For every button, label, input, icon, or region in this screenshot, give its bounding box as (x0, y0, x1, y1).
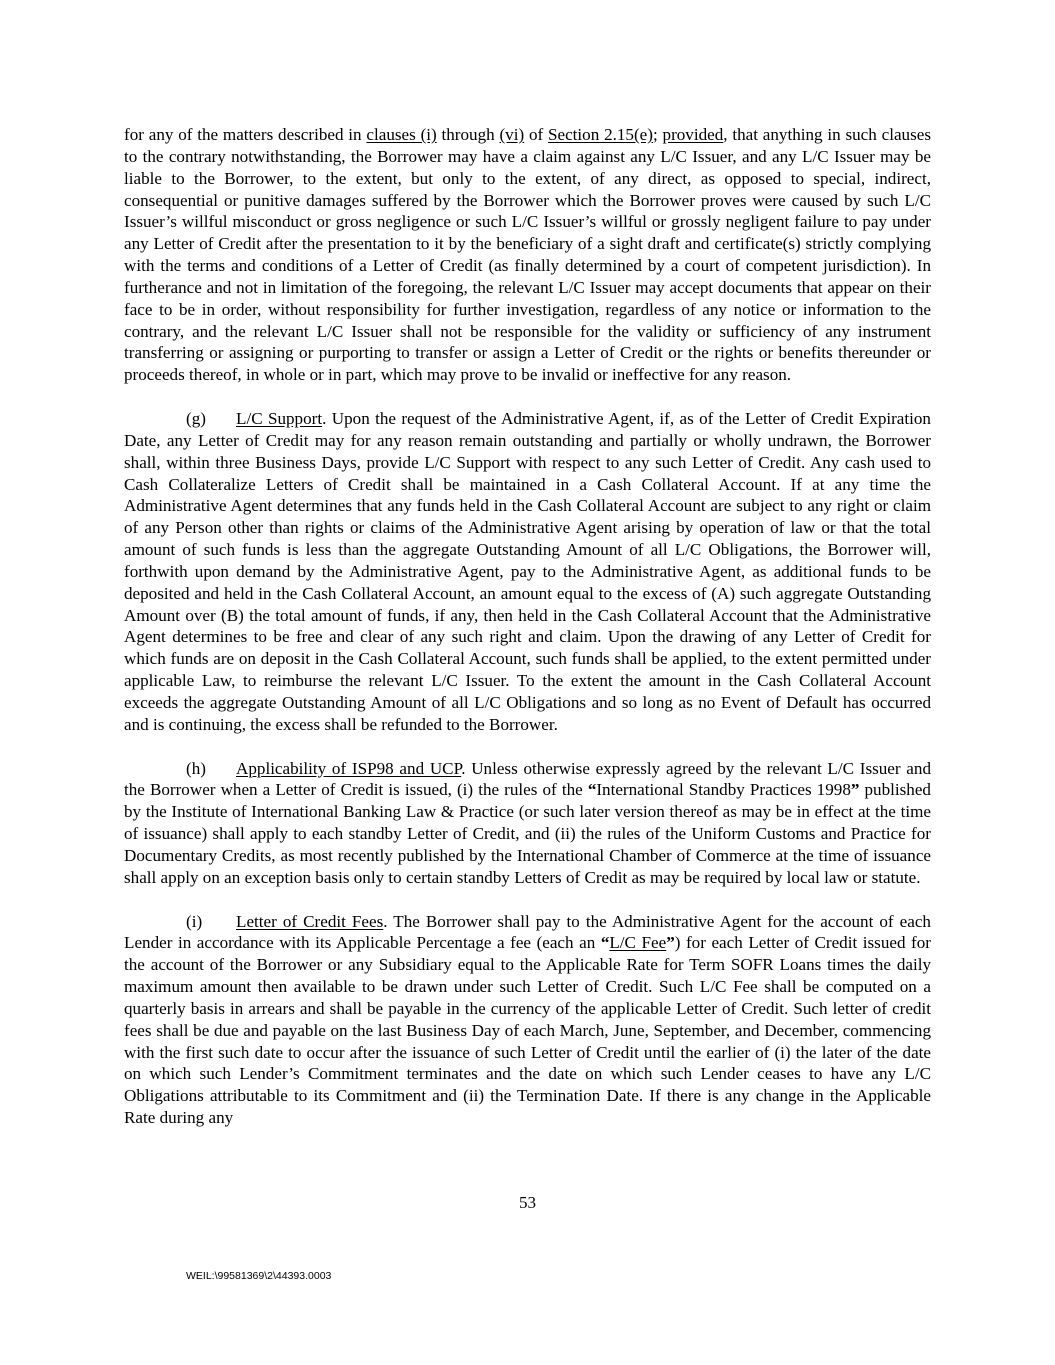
open-quote: “ (587, 780, 597, 800)
text-run: ; (652, 125, 663, 144)
text-run: . The Borrower shall pay to the Administrative Agent for the account of each Lender in accordance with its Applicable Percentage a fee (each an (124, 911, 931, 953)
open-quote: “ (600, 933, 610, 953)
paragraph-i (124, 911, 931, 1129)
paragraph-h (124, 758, 931, 889)
text-run: of (524, 125, 548, 144)
clause-reference: clauses (i) (366, 125, 437, 144)
paragraph-heading: Letter of Credit Fees (236, 911, 384, 931)
paragraph-label: (h) (186, 758, 206, 778)
text-run: . Unless otherwise expressly agreed by the relevant L/C Issuer and the Borrower when a Letter of Credit is issued, (i) the rules of the (124, 758, 931, 800)
clause-reference: (vi) (499, 125, 525, 144)
text-run: through (436, 125, 500, 144)
page-number: 53 (518, 1193, 537, 1212)
text-run: published by the Institute of International Banking Law & Practice (or such later version thereof as may be in effect at the time of issuance) shall apply to each standby Letter of Credit, and (ii) the rules of the Uniform Customs and Practice for Documentary Credits, as most recently published by the International Chamber of Commerce at the time of issuance shall apply on an exception basis only to certain standby Letters of Credit as may be required by local law or statute. (124, 780, 931, 887)
text-run: , that anything in such clauses to the contrary notwithstanding, the Borrower may have a claim against any L/C Issuer, and any L/C Issuer may be liable to the Borrower, to the extent, but only to the extent, of any direct, as opposed to special, indirect, consequential or punitive damages suffered by the Borrower which the Borrower proves were caused by such L/C Issuer’s willful misconduct or gross negligence or such L/C Issuer’s willful or grossly negligent failure to pay under any Letter of Credit after the presentation to it by the beneficiary of a sight draft and certificate(s) strictly complying with the terms and conditions of a Letter of Credit (as finally determined by a court of competent jurisdiction). In furtherance and not in limitation of the foregoing, the relevant L/C Issuer may accept documents that appear on their face to be in order, without responsibility for further investigation, regardless of any notice or information to the contrary, and the relevant L/C Issuer shall not be responsible for the validity or sufficiency of any instrument transferring or assigning or purporting to transfer or assign a Letter of Credit or the rights or benefits thereunder or proceeds thereof, in whole or in part, which may prove to be invalid or ineffective for any reason. (124, 125, 931, 385)
quoted-title: International Standby Practices 1998 (596, 780, 851, 800)
document-page (124, 124, 931, 1151)
document-id: WEIL:\99581369\2\44393.0003 (186, 1270, 332, 1282)
section-reference: Section 2.15(e) (548, 125, 653, 144)
paragraph-g (124, 408, 931, 736)
paragraph-heading: L/C Support (236, 409, 323, 429)
paragraph-heading: Applicability of ISP98 and UCP (236, 758, 462, 778)
defined-term: L/C Fee (609, 933, 667, 953)
close-quote: ” (666, 933, 675, 953)
paragraph-label: (g) (186, 409, 206, 429)
paragraph-label: (i) (186, 911, 203, 931)
text-run: for any of the matters described in (124, 125, 367, 144)
paragraph-f-continuation (124, 124, 931, 386)
paragraph-body: . Upon the request of the Administrative Agent, if, as of the Letter of Credit Expiration Date, any Letter of Credit may for any reason remain outstanding and partially or wholly undrawn, the Borrower shall, within three Business Days, provide L/C Support with respect to any such Letter of Credit. Any cash used to Cash Collateralize Letters of Credit shall be maintained in a Cash Collateral Account. If at any time the Administrative Agent determines that any funds held in the Cash Collateral Account are subject to any right or claim of any Person other than rights or claims of the Administrative Agent arising by operation of law or that the total amount of such funds is less than the aggregate Outstanding Amount of all L/C Obligations, the Borrower will, forthwith upon demand by the Administrative Agent, pay to the Administrative Agent, as additional funds to be deposited and held in the Cash Collateral Account, an amount equal to the excess of (A) such aggregate Outstanding Amount over (B) the total amount of funds, if any, then held in the Cash Collateral Account that the Administrative Agent determines to be free and clear of any such right and claim. Upon the drawing of any Letter of Credit for which funds are on deposit in the Cash Collateral Account, such funds shall be applied, to the extent permitted under applicable Law, to reimburse the relevant L/C Issuer. To the extent the amount in the Cash Collateral Account exceeds the aggregate Outstanding Amount of all L/C Obligations and so long as no Event of Default has occurred and is continuing, the excess shall be refunded to the Borrower. (124, 409, 931, 734)
close-quote: ” (850, 780, 860, 800)
text-run: ) for each Letter of Credit issued for the account of the Borrower or any Subsidiary equal to the Applicable Rate for Term SOFR Loans times the daily maximum amount then available to be drawn under such Letter of Credit. Such L/C Fee shall be computed on a quarterly basis in arrears and shall be payable in the currency of the applicable Letter of Credit. Such letter of credit fees shall be due and payable on the last Business Day of each March, June, September, and December, commencing with the first such date to occur after the issuance of such Letter of Credit until the earlier of (i) the later of the date on which such Lender’s Commitment terminates and the date on which such Lender ceases to have any L/C Obligations attributable to its Commitment and (ii) the Termination Date. If there is any change in the Applicable Rate during any (124, 933, 931, 1128)
provided-term: provided (662, 125, 724, 144)
